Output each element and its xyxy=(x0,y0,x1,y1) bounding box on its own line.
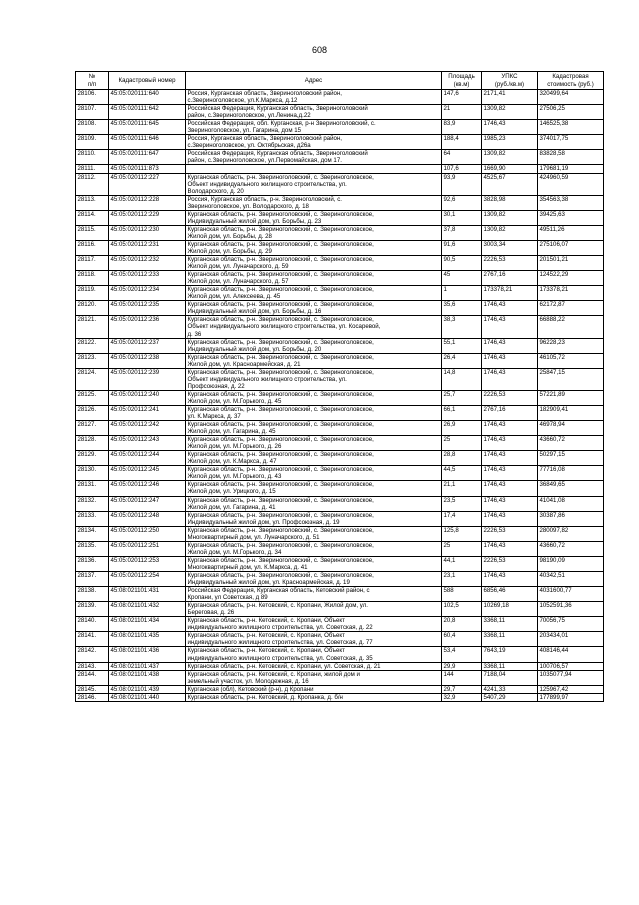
table-row xyxy=(76,368,604,390)
upks-cell: 3828,98 xyxy=(482,195,538,210)
cadastral-number-cell: 45:08:021101:431 xyxy=(109,587,186,602)
upks-cell: 1669,90 xyxy=(482,165,538,173)
cadastral-cost-cell: 40342,51 xyxy=(538,572,604,587)
table-row xyxy=(76,210,604,225)
table-row xyxy=(76,647,604,662)
area-cell: 30,1 xyxy=(442,210,482,225)
table-row xyxy=(76,421,604,436)
area-cell: 91,6 xyxy=(442,240,482,255)
area-cell: 17,4 xyxy=(442,511,482,526)
cadastral-number-cell: 45:05:020112:247 xyxy=(109,496,186,511)
area-cell: 66,1 xyxy=(442,405,482,420)
address-cell: Российская Федерация, Курганская область, Звериноголовский район, с.Звериноголовское, ул.Первомайская, дом 17. xyxy=(186,150,442,165)
cadastral-number-cell: 45:05:020112:253 xyxy=(109,556,186,571)
upks-cell: 2767,16 xyxy=(482,271,538,286)
table-row xyxy=(76,496,604,511)
area-cell: 26,4 xyxy=(442,353,482,368)
area-cell: 92,6 xyxy=(442,195,482,210)
row-number-cell: 28124. xyxy=(76,368,109,390)
cadastral-cost-cell: 77716,08 xyxy=(538,466,604,481)
cadastral-cost-cell: 43660,72 xyxy=(538,436,604,451)
upks-cell: 1746,43 xyxy=(482,481,538,496)
cadastral-cost-cell: 43660,72 xyxy=(538,541,604,556)
upks-cell: 1746,43 xyxy=(482,436,538,451)
cadastral-number-cell: 45:05:020112:229 xyxy=(109,210,186,225)
cadastral-cost-cell: 36849,65 xyxy=(538,481,604,496)
address-cell: Курганская область, р-н. Звериноголовский, с. Звериноголовское, Многоквартирный дом, ул. К.Маркса, д. 41 xyxy=(186,556,442,571)
cadastral-cost-cell: 100706,57 xyxy=(538,662,604,670)
cadastral-number-cell: 45:08:021101:436 xyxy=(109,647,186,662)
area-cell: 125,8 xyxy=(442,526,482,541)
area-cell: 107,6 xyxy=(442,165,482,173)
cadastral-number-cell: 45:08:021101:432 xyxy=(109,602,186,617)
upks-cell: 1746,43 xyxy=(482,338,538,353)
table-row xyxy=(76,338,604,353)
table-row xyxy=(76,120,604,135)
address-cell: Курганская область, р-н. Звериноголовский, с. Звериноголовское, Индивидуальный жилой дом, ул. Красноармейская, д. 19 xyxy=(186,572,442,587)
cadastral-cost-cell: 96228,23 xyxy=(538,338,604,353)
cadastral-number-cell: 45:05:020112:242 xyxy=(109,421,186,436)
address-cell: Курганская (обл), Кетовский (р-н), д Кропани xyxy=(186,685,442,693)
cadastral-cost-cell: 30387,86 xyxy=(538,511,604,526)
address-cell: Курганская область, р-н. Кетовский, с. Кропани, Объект индивидуального жилищного строительства, ул. Советская, д. 77 xyxy=(186,632,442,647)
area-cell: 102,5 xyxy=(442,602,482,617)
address-cell: Курганская область, р-н. Звериноголовский, с. Звериноголовское, Жилой дом, ул. М.Горького, д. 45 xyxy=(186,390,442,405)
upks-cell: 1746,43 xyxy=(482,496,538,511)
area-cell: 29,7 xyxy=(442,685,482,693)
cadastral-cost-cell: 1052591,36 xyxy=(538,602,604,617)
area-cell: 25,7 xyxy=(442,390,482,405)
address-cell: Курганская область, р-н. Звериноголовский, с. Звериноголовское, Индивидуальный жилой дом, ул. Борьбы, д. 23 xyxy=(186,210,442,225)
row-number-cell: 28133. xyxy=(76,511,109,526)
upks-cell: 2171,41 xyxy=(482,90,538,105)
header-upks: УПКС (руб./кв.м) xyxy=(482,72,538,90)
cadastral-number-cell: 45:05:020112:240 xyxy=(109,390,186,405)
upks-cell: 2226,53 xyxy=(482,256,538,271)
cadastral-number-cell: 45:05:020111:642 xyxy=(109,105,186,120)
row-number-cell: 28145. xyxy=(76,685,109,693)
cadastral-number-cell: 45:05:020112:236 xyxy=(109,316,186,338)
cadastral-cost-cell: 57221,89 xyxy=(538,390,604,405)
address-cell: Курганская область, р-н. Звериноголовский, с. Звериноголовское, Объект индивидуального жилищного строительства, ул. Профсоюзная, д. 22 xyxy=(186,368,442,390)
area-cell: 55,1 xyxy=(442,338,482,353)
address-cell: Курганская область, р-н. Звериноголовский, с. Звериноголовское, Жилой дом, ул. Луначарского, д. 59 xyxy=(186,256,442,271)
table-row xyxy=(76,316,604,338)
row-number-cell: 28123. xyxy=(76,353,109,368)
address-cell: Курганская область, р-н. Кетовский, с. Кропани, Объект индивидуального жилищного строительства, ул. Советская, д. 22 xyxy=(186,617,442,632)
table-row xyxy=(76,105,604,120)
address-cell: Курганская область, р-н. Звериноголовский, с. Звериноголовское, Жилой дом, ул. Красноармейская, д. 21 xyxy=(186,353,442,368)
cadastral-cost-cell: 4031600,77 xyxy=(538,587,604,602)
cadastral-cost-cell: 354563,38 xyxy=(538,195,604,210)
address-cell: Россия, Курганская область, р-н. Звериноголовский, с. Звериноголовское, ул. Володарского, д. 18 xyxy=(186,195,442,210)
address-cell: Курганская область, р-н. Звериноголовский, с. Звериноголовское, Объект индивидуального жилищного строительства, ул. Володарского, д. 20 xyxy=(186,173,442,195)
upks-cell: 1746,43 xyxy=(482,316,538,338)
area-cell: 147,6 xyxy=(442,90,482,105)
cadastral-cost-cell: 70056,75 xyxy=(538,617,604,632)
row-number-cell: 28142. xyxy=(76,647,109,662)
cadastral-number-cell: 45:05:020112:251 xyxy=(109,541,186,556)
table-row xyxy=(76,240,604,255)
table-row xyxy=(76,90,604,105)
cadastral-cost-cell: 275106,07 xyxy=(538,240,604,255)
row-number-cell: 28127. xyxy=(76,421,109,436)
cadastral-cost-cell: 27506,25 xyxy=(538,105,604,120)
header-address: Адрес xyxy=(186,72,442,90)
header-cadastral-cost: Кадастровая стоимость (руб.) xyxy=(538,72,604,90)
area-cell: 188,4 xyxy=(442,135,482,150)
area-cell: 1 xyxy=(442,286,482,301)
row-number-cell: 28137. xyxy=(76,572,109,587)
upks-cell: 3368,11 xyxy=(482,662,538,670)
address-cell: Россия, Курганская область, Звериноголовский район, с.Звериноголовское, ул. Октябрьская, д26а xyxy=(186,135,442,150)
table-row xyxy=(76,225,604,240)
row-number-cell: 28106. xyxy=(76,90,109,105)
table-row xyxy=(76,632,604,647)
address-cell: Курганская область, р-н. Кетовский, д. Кропанка, д. б/н xyxy=(186,693,442,701)
area-cell: 21 xyxy=(442,105,482,120)
cadastral-number-cell: 45:08:021101:438 xyxy=(109,670,186,685)
cadastral-number-cell: 45:05:020112:232 xyxy=(109,256,186,271)
cadastral-cost-cell: 146525,38 xyxy=(538,120,604,135)
address-cell: Курганская область, р-н. Звериноголовский, с. Звериноголовское, Индивидуальный жилой дом, ул. Борьбы, д. 16 xyxy=(186,301,442,316)
table-row xyxy=(76,286,604,301)
cadastral-registry-table xyxy=(75,71,604,702)
address-cell: Курганская область, р-н. Кетовский, с. Кропани, Жилой дом, ул. Береговая, д. 26 xyxy=(186,602,442,617)
table-row xyxy=(76,165,604,173)
page-number: 608 xyxy=(311,45,328,55)
area-cell: 32,9 xyxy=(442,693,482,701)
cadastral-number-cell: 45:05:020112:230 xyxy=(109,225,186,240)
cadastral-number-cell: 45:08:021101:440 xyxy=(109,693,186,701)
address-cell: Курганская область, р-н. Звериноголовский, с. Звериноголовское, Объект индивидуального жилищного строительства, ул. Косаревой, д. 36 xyxy=(186,316,442,338)
cadastral-cost-cell: 177899,97 xyxy=(538,693,604,701)
upks-cell: 7188,04 xyxy=(482,670,538,685)
address-cell: Курганская область, р-н. Звериноголовский, с. Звериноголовское, Жилой дом, ул. Борьбы, д. 28 xyxy=(186,225,442,240)
cadastral-cost-cell: 49511,26 xyxy=(538,225,604,240)
row-number-cell: 28125. xyxy=(76,390,109,405)
area-cell: 90,5 xyxy=(442,256,482,271)
row-number-cell: 28126. xyxy=(76,405,109,420)
cadastral-number-cell: 45:08:021101:435 xyxy=(109,632,186,647)
table-row xyxy=(76,405,604,420)
cadastral-cost-cell: 83828,58 xyxy=(538,150,604,165)
row-number-cell: 28118. xyxy=(76,271,109,286)
table-row xyxy=(76,436,604,451)
cadastral-number-cell: 45:05:020112:250 xyxy=(109,526,186,541)
upks-cell: 1985,23 xyxy=(482,135,538,150)
cadastral-cost-cell: 408146,44 xyxy=(538,647,604,662)
row-number-cell: 28113. xyxy=(76,195,109,210)
table-row xyxy=(76,271,604,286)
row-number-cell: 28115. xyxy=(76,225,109,240)
row-number-cell: 28129. xyxy=(76,451,109,466)
upks-cell: 1746,43 xyxy=(482,353,538,368)
table-header-row xyxy=(76,72,604,90)
area-cell: 53,4 xyxy=(442,647,482,662)
row-number-cell: 28132. xyxy=(76,496,109,511)
upks-cell: 173378,21 xyxy=(482,286,538,301)
area-cell: 38,3 xyxy=(442,316,482,338)
cadastral-cost-cell: 203434,01 xyxy=(538,632,604,647)
address-cell: Российская Федерация, обл. Курганская, р-н Звериноголовский, с. Звериноголовское, ул. Гагарина, дом 15 xyxy=(186,120,442,135)
address-cell: Курганская область, р-н. Звериноголовский, с. Звериноголовское, Жилой дом, ул. М.Горького, д. 26 xyxy=(186,436,442,451)
row-number-cell: 28112. xyxy=(76,173,109,195)
cadastral-cost-cell: 66888,22 xyxy=(538,316,604,338)
address-cell: Курганская область, р-н. Звериноголовский, с. Звериноголовское, Жилой дом, ул. Гагарина, д. 41 xyxy=(186,496,442,511)
row-number-cell: 28136. xyxy=(76,556,109,571)
address-cell: Курганская область, р-н. Звериноголовский, с. Звериноголовское, Жилой дом, ул. Борьбы, д. 29 xyxy=(186,240,442,255)
upks-cell: 4241,33 xyxy=(482,685,538,693)
table-row xyxy=(76,451,604,466)
cadastral-number-cell: 45:05:020112:241 xyxy=(109,405,186,420)
cadastral-cost-cell: 1035077,94 xyxy=(538,670,604,685)
cadastral-number-cell: 45:05:020112:254 xyxy=(109,572,186,587)
row-number-cell: 28128. xyxy=(76,436,109,451)
upks-cell: 2767,16 xyxy=(482,405,538,420)
table-row xyxy=(76,685,604,693)
cadastral-number-cell: 45:08:021101:434 xyxy=(109,617,186,632)
upks-cell: 1746,43 xyxy=(482,572,538,587)
upks-cell: 2226,53 xyxy=(482,390,538,405)
row-number-cell: 28117. xyxy=(76,256,109,271)
upks-cell: 1746,43 xyxy=(482,368,538,390)
cadastral-cost-cell: 173378,21 xyxy=(538,286,604,301)
area-cell: 64 xyxy=(442,150,482,165)
row-number-cell: 28116. xyxy=(76,240,109,255)
area-cell: 44,1 xyxy=(442,556,482,571)
row-number-cell: 28109. xyxy=(76,135,109,150)
table-row xyxy=(76,173,604,195)
area-cell: 93,9 xyxy=(442,173,482,195)
row-number-cell: 28130. xyxy=(76,466,109,481)
address-cell: Курганская область, р-н. Кетовский, с. Кропани, жилой дом и земельный участок, ул. Молодежная, д. 16 xyxy=(186,670,442,685)
cadastral-number-cell: 45:05:020111:873 xyxy=(109,165,186,173)
cadastral-cost-cell: 62172,87 xyxy=(538,301,604,316)
area-cell: 144 xyxy=(442,670,482,685)
address-cell: Курганская область, р-н. Звериноголовский, с. Звериноголовское, Индивидуальный жилой дом, ул. Профсоюзная, д. 19 xyxy=(186,511,442,526)
table-row xyxy=(76,256,604,271)
cadastral-cost-cell: 280097,82 xyxy=(538,526,604,541)
area-cell: 21,1 xyxy=(442,481,482,496)
address-cell: Курганская область, р-н. Звериноголовский, с. Звериноголовское, Индивидуальный жилой дом, ул. Борьбы, д. 20 xyxy=(186,338,442,353)
cadastral-number-cell: 45:05:020111:647 xyxy=(109,150,186,165)
cadastral-number-cell: 45:05:020112:248 xyxy=(109,511,186,526)
cadastral-number-cell: 45:05:020112:243 xyxy=(109,436,186,451)
table-row xyxy=(76,670,604,685)
cadastral-number-cell: 45:05:020112:246 xyxy=(109,481,186,496)
upks-cell: 10269,18 xyxy=(482,602,538,617)
area-cell: 588 xyxy=(442,587,482,602)
table-row xyxy=(76,602,604,617)
table-row xyxy=(76,693,604,701)
table-row xyxy=(76,587,604,602)
upks-cell: 1746,43 xyxy=(482,301,538,316)
cadastral-number-cell: 45:05:020112:245 xyxy=(109,466,186,481)
row-number-cell: 28143. xyxy=(76,662,109,670)
table-row xyxy=(76,526,604,541)
upks-cell: 1309,82 xyxy=(482,150,538,165)
cadastral-number-cell: 45:05:020111:646 xyxy=(109,135,186,150)
address-cell: Курганская область, р-н. Звериноголовский, с. Звериноголовское, Жилой дом, ул. М.Горького, д. 34 xyxy=(186,541,442,556)
cadastral-cost-cell: 182909,41 xyxy=(538,405,604,420)
table-row xyxy=(76,353,604,368)
area-cell: 28,8 xyxy=(442,451,482,466)
cadastral-number-cell: 45:05:020112:228 xyxy=(109,195,186,210)
row-number-cell: 28134. xyxy=(76,526,109,541)
address-cell: Курганская область, р-н. Звериноголовский, с. Звериноголовское, Жилой дом, ул. Алексеева, д. 45 xyxy=(186,286,442,301)
address-cell: Курганская область, р-н. Звериноголовский, с. Звериноголовское, Жилой дом, ул. Луначарского, д. 57 xyxy=(186,271,442,286)
area-cell: 23,5 xyxy=(442,496,482,511)
cadastral-number-cell: 45:05:020112:234 xyxy=(109,286,186,301)
table-row xyxy=(76,390,604,405)
cadastral-cost-cell: 41041,08 xyxy=(538,496,604,511)
upks-cell: 1746,43 xyxy=(482,511,538,526)
cadastral-number-cell: 45:05:020112:233 xyxy=(109,271,186,286)
upks-cell: 1746,43 xyxy=(482,421,538,436)
cadastral-number-cell: 45:05:020112:237 xyxy=(109,338,186,353)
table-row xyxy=(76,617,604,632)
upks-cell: 3003,34 xyxy=(482,240,538,255)
area-cell: 45 xyxy=(442,271,482,286)
address-cell: Курганская область, р-н. Звериноголовский, с. Звериноголовское, ул. К.Маркса, д. 37 xyxy=(186,405,442,420)
upks-cell: 3368,11 xyxy=(482,617,538,632)
table-row xyxy=(76,511,604,526)
address-cell: Курганская область, р-н. Кетовский, с. Кропани, Объект индивидуального жилищного строительства, ул. Советская, д. 35 xyxy=(186,647,442,662)
upks-cell: 3368,11 xyxy=(482,632,538,647)
cadastral-number-cell: 45:05:020112:235 xyxy=(109,301,186,316)
address-cell: Курганская область, р-н. Звериноголовский, с. Звериноголовское, Многоквартирный дом, ул. Луначарского, д. 51 xyxy=(186,526,442,541)
table-row xyxy=(76,466,604,481)
row-number-cell: 28144. xyxy=(76,670,109,685)
cadastral-cost-cell: 124522,29 xyxy=(538,271,604,286)
upks-cell: 5407,29 xyxy=(482,693,538,701)
table-body xyxy=(76,90,604,702)
table-row xyxy=(76,556,604,571)
table-row xyxy=(76,195,604,210)
cadastral-cost-cell: 374017,75 xyxy=(538,135,604,150)
table-row xyxy=(76,481,604,496)
upks-cell: 2226,53 xyxy=(482,556,538,571)
cadastral-number-cell: 45:05:020111:645 xyxy=(109,120,186,135)
cadastral-cost-cell: 320499,64 xyxy=(538,90,604,105)
area-cell: 83,9 xyxy=(442,120,482,135)
row-number-cell: 28135. xyxy=(76,541,109,556)
upks-cell: 1746,43 xyxy=(482,120,538,135)
cadastral-number-cell: 45:08:021101:439 xyxy=(109,685,186,693)
row-number-cell: 28110. xyxy=(76,150,109,165)
cadastral-number-cell: 45:05:020111:640 xyxy=(109,90,186,105)
row-number-cell: 28146. xyxy=(76,693,109,701)
row-number-cell: 28121. xyxy=(76,316,109,338)
upks-cell: 4525,67 xyxy=(482,173,538,195)
table-row xyxy=(76,150,604,165)
address-cell: Российская Федерация, Курганская область, Звериноголовский район, с.Звериноголовское, ул.Ленина,д.22 xyxy=(186,105,442,120)
address-cell: Курганская область, р-н. Звериноголовский, с. Звериноголовское, Жилой дом, ул. М.Горького, д. 43 xyxy=(186,466,442,481)
row-number-cell: 28139. xyxy=(76,602,109,617)
upks-cell: 7643,19 xyxy=(482,647,538,662)
header-area: Площадь (кв.м) xyxy=(442,72,482,90)
area-cell: 23,1 xyxy=(442,572,482,587)
cadastral-cost-cell: 98190,09 xyxy=(538,556,604,571)
area-cell: 44,5 xyxy=(442,466,482,481)
cadastral-number-cell: 45:05:020112:227 xyxy=(109,173,186,195)
area-cell: 14,8 xyxy=(442,368,482,390)
upks-cell: 1309,82 xyxy=(482,225,538,240)
cadastral-cost-cell: 125967,42 xyxy=(538,685,604,693)
area-cell: 37,8 xyxy=(442,225,482,240)
row-number-cell: 28141. xyxy=(76,632,109,647)
address-cell: Курганская область, р-н. Кетовский, с. Кропани, ул. Советская, д. 21 xyxy=(186,662,442,670)
upks-cell: 1746,43 xyxy=(482,466,538,481)
upks-cell: 1746,43 xyxy=(482,541,538,556)
upks-cell: 1746,43 xyxy=(482,451,538,466)
row-number-cell: 28140. xyxy=(76,617,109,632)
cadastral-cost-cell: 46978,94 xyxy=(538,421,604,436)
table-row xyxy=(76,301,604,316)
row-number-cell: 28138. xyxy=(76,587,109,602)
cadastral-cost-cell: 39425,63 xyxy=(538,210,604,225)
address-cell: Курганская область, р-н. Звериноголовский, с. Звериноголовское, Жилой дом, ул. Урицкого, д. 15 xyxy=(186,481,442,496)
address-cell: Курганская область, р-н. Звериноголовский, с. Звериноголовское, Жилой дом, ул. Гагарина, д. 45 xyxy=(186,421,442,436)
row-number-cell: 28108. xyxy=(76,120,109,135)
table-row xyxy=(76,135,604,150)
area-cell: 25 xyxy=(442,436,482,451)
area-cell: 20,8 xyxy=(442,617,482,632)
area-cell: 25 xyxy=(442,541,482,556)
table-row xyxy=(76,541,604,556)
cadastral-number-cell: 45:05:020112:238 xyxy=(109,353,186,368)
cadastral-cost-cell: 424960,59 xyxy=(538,173,604,195)
area-cell: 35,6 xyxy=(442,301,482,316)
row-number-cell: 28122. xyxy=(76,338,109,353)
cadastral-cost-cell: 25847,15 xyxy=(538,368,604,390)
area-cell: 29,9 xyxy=(442,662,482,670)
upks-cell: 6856,46 xyxy=(482,587,538,602)
cadastral-number-cell: 45:05:020112:239 xyxy=(109,368,186,390)
cadastral-cost-cell: 50297,15 xyxy=(538,451,604,466)
table-row xyxy=(76,572,604,587)
address-cell: Российская Федерация, Курганская область, Кетовский район, с Кропани, ул Советская, д 89 xyxy=(186,587,442,602)
row-number-cell: 28111. xyxy=(76,165,109,173)
cadastral-cost-cell: 201501,21 xyxy=(538,256,604,271)
upks-cell: 2226,53 xyxy=(482,526,538,541)
address-cell: Курганская область, р-н. Звериноголовский, с. Звериноголовское, Жилой дом, ул. К.Маркса, д. 47 xyxy=(186,451,442,466)
address-cell: Россия, Курганская область, Звериноголовский район, с.Звериноголовское, ул.К.Маркса, д.12 xyxy=(186,90,442,105)
cadastral-cost-cell: 46105,72 xyxy=(538,353,604,368)
header-cadastral-number: Кадастровый номер xyxy=(109,72,186,90)
row-number-cell: 28120. xyxy=(76,301,109,316)
row-number-cell: 28114. xyxy=(76,210,109,225)
table-row xyxy=(76,662,604,670)
upks-cell: 1309,82 xyxy=(482,105,538,120)
row-number-cell: 28107. xyxy=(76,105,109,120)
area-cell: 60,4 xyxy=(442,632,482,647)
upks-cell: 1309,82 xyxy=(482,210,538,225)
area-cell: 26,9 xyxy=(442,421,482,436)
row-number-cell: 28119. xyxy=(76,286,109,301)
header-number: № п/п xyxy=(76,72,109,90)
address-cell xyxy=(186,165,442,173)
cadastral-number-cell: 45:05:020112:231 xyxy=(109,240,186,255)
cadastral-number-cell: 45:08:021101:437 xyxy=(109,662,186,670)
row-number-cell: 28131. xyxy=(76,481,109,496)
cadastral-number-cell: 45:05:020112:244 xyxy=(109,451,186,466)
cadastral-cost-cell: 179681,19 xyxy=(538,165,604,173)
